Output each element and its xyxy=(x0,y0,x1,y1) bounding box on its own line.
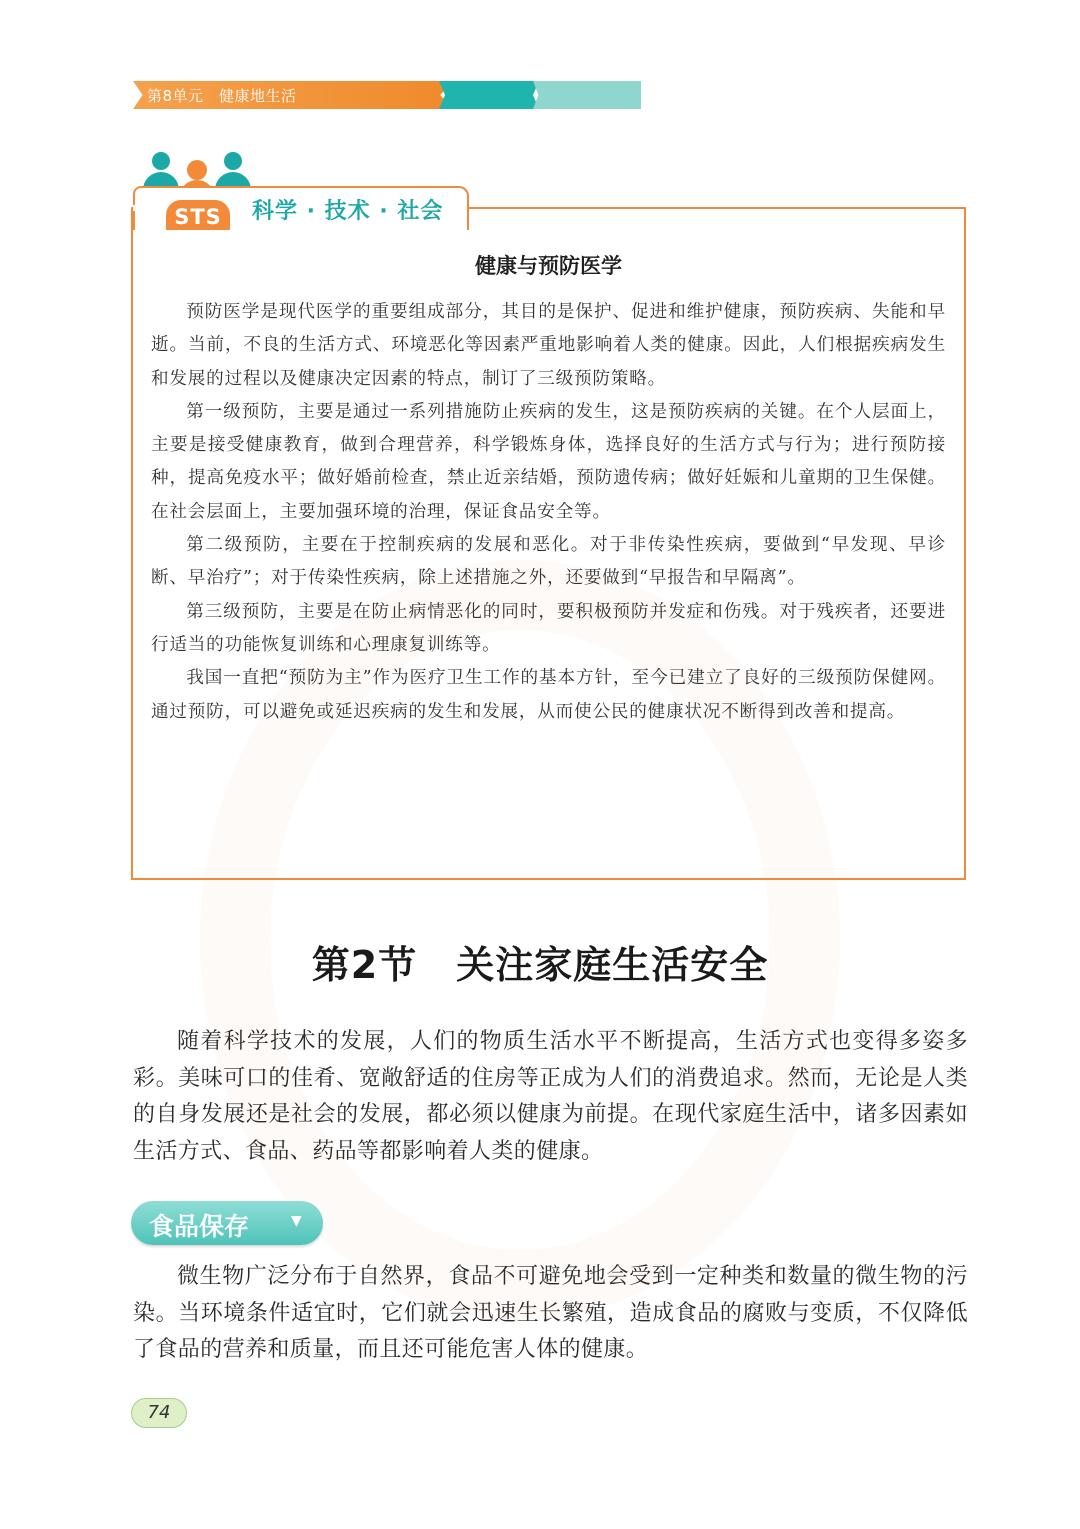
sts-paragraph: 第二级预防，主要在于控制疾病的发展和恶化。对于非传染性疾病，要做到“早发现、早诊断、早治疗”；对于传染性疾病，除上述措施之外，还要做到“早报告和早隔离”。 xyxy=(151,535,946,589)
food-storage-body xyxy=(133,1259,968,1369)
unit-label: 第8单元 健康地生活 xyxy=(147,87,297,105)
unit-bar-teal-segment xyxy=(439,81,539,109)
unit-header-bar xyxy=(133,81,641,109)
unit-bar-light-segment xyxy=(533,81,641,109)
page-number: 74 xyxy=(131,1398,187,1428)
section-intro xyxy=(133,1024,968,1170)
sts-paragraph: 我国一直把“预防为主”作为医疗卫生工作的基本方针，至今已建立了良好的三级预防保健网。通过预防，可以避免或延迟疾病的发生和发展，从而使公民的健康状况不断得到改善和提高。 xyxy=(151,668,946,722)
sts-paragraph: 预防医学是现代医学的重要组成部分，其目的是保护、促进和维护健康，预防疾病、失能和早逝。当前，不良的生活方式、环境恶化等因素严重地影响着人类的健康。因此，人们根据疾病发生和发展的过程以及健康决定因素的特点，制订了三级预防策略。 xyxy=(151,302,946,389)
food-storage-paragraph: 微生物广泛分布于自然界，食品不可避免地会受到一定种类和数量的微生物的污染。当环境条件适宜时，它们就会迅速生长繁殖，造成食品的腐败与变质，不仅降低了食品的营养和质量，而且还可能危害人体的健康。 xyxy=(133,1264,968,1362)
section-title: 第2节 关注家庭生活安全 xyxy=(311,943,769,987)
intro-paragraph: 随着科学技术的发展，人们的物质生活水平不断提高，生活方式也变得多姿多彩。美味可口的佳肴、宽敞舒适的住房等正成为人们的消费追求。然而，无论是人类的自身发展还是社会的发展，都必须以健康为前提。在现代家庭生活中，诸多因素如生活方式、食品、药品等都影响着人类的健康。 xyxy=(133,1029,968,1164)
food-storage-heading xyxy=(131,1201,323,1245)
sts-tab-title: 科学 · 技术 · 社会 xyxy=(252,199,444,224)
sts-paragraph: 第一级预防，主要是通过一系列措施防止疾病的发生，这是预防疾病的关键。在个人层面上，主要是接受健康教育，做到合理营养，科学锻炼身体，选择良好的生活方式与行为；进行预防接种，提高免疫水平；做好婚前检查，禁止近亲结婚，预防遗传病；做好妊娠和儿童期的卫生保健。在社会层面上，主要加强环境的治理，保证食品安全等。 xyxy=(151,401,946,522)
sts-heading: 健康与预防医学 xyxy=(475,254,622,278)
sts-body xyxy=(151,296,946,729)
caret-down-icon: ▼ xyxy=(291,1213,302,1229)
food-storage-label: 食品保存 xyxy=(149,1212,250,1241)
sts-paragraph: 第三级预防，主要是在防止病情恶化的同时，要积极预防并发症和伤残。对于残疾者，还要进行适当的功能恢复训练和心理康复训练等。 xyxy=(151,601,946,655)
sts-badge: STS xyxy=(166,200,230,230)
